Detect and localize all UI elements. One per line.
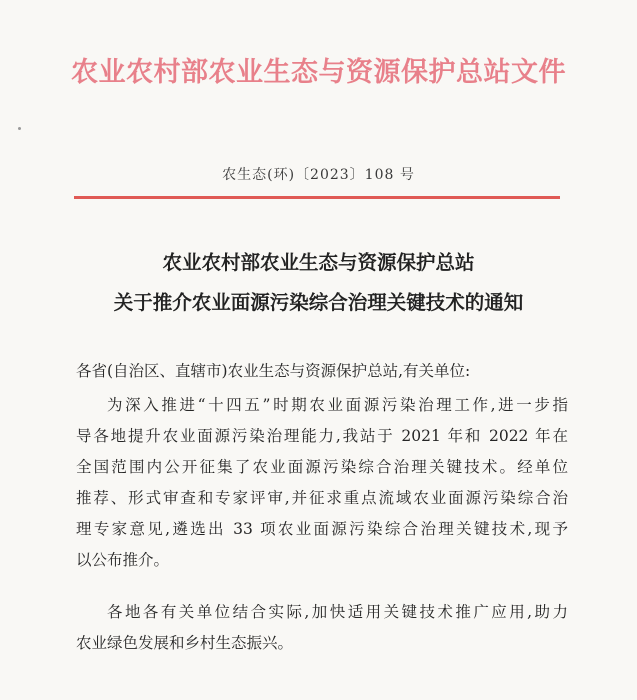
scan-speck — [18, 127, 21, 130]
notice-title-line-1: 农业农村部农业生态与资源保护总站 — [162, 251, 475, 274]
paragraph-line: 各地各有关单位结合实际,加快适用关键技术推广应用,助力 — [107, 603, 568, 621]
paragraph-line: 以公布推介。 — [76, 551, 170, 569]
red-divider-line — [74, 196, 560, 199]
paragraph-line: 农业绿色发展和乡村生态振兴。 — [76, 634, 294, 652]
org-header-title: 农业农村部农业生态与资源保护总站文件 — [71, 57, 566, 88]
paragraph-line: 为深入推进“十四五”时期农业面源污染治理工作,进一步指 — [107, 396, 568, 414]
paragraph-line: 导各地提升农业面源污染治理能力,我站于 2021 年和 2022 年在 — [76, 427, 568, 445]
paragraph-line: 全国范围内公开征集了农业面源污染综合治理关键技术。经单位 — [76, 458, 568, 476]
paragraph-line: 推荐、形式审查和专家评审,并征求重点流域农业面源污染综合治 — [76, 489, 568, 507]
notice-title-line-2: 关于推介农业面源污染综合治理关键技术的通知 — [113, 291, 524, 314]
paragraph-2 — [76, 597, 568, 659]
paragraph-1 — [76, 390, 568, 576]
paragraph-line: 理专家意见,遴选出 33 项农业面源污染综合治理关键技术,现予 — [76, 520, 568, 538]
salutation: 各省(自治区、直辖市)农业生态与资源保护总站,有关单位: — [76, 362, 471, 380]
document-number: 农生态(环)〔2023〕108 号 — [222, 167, 415, 183]
